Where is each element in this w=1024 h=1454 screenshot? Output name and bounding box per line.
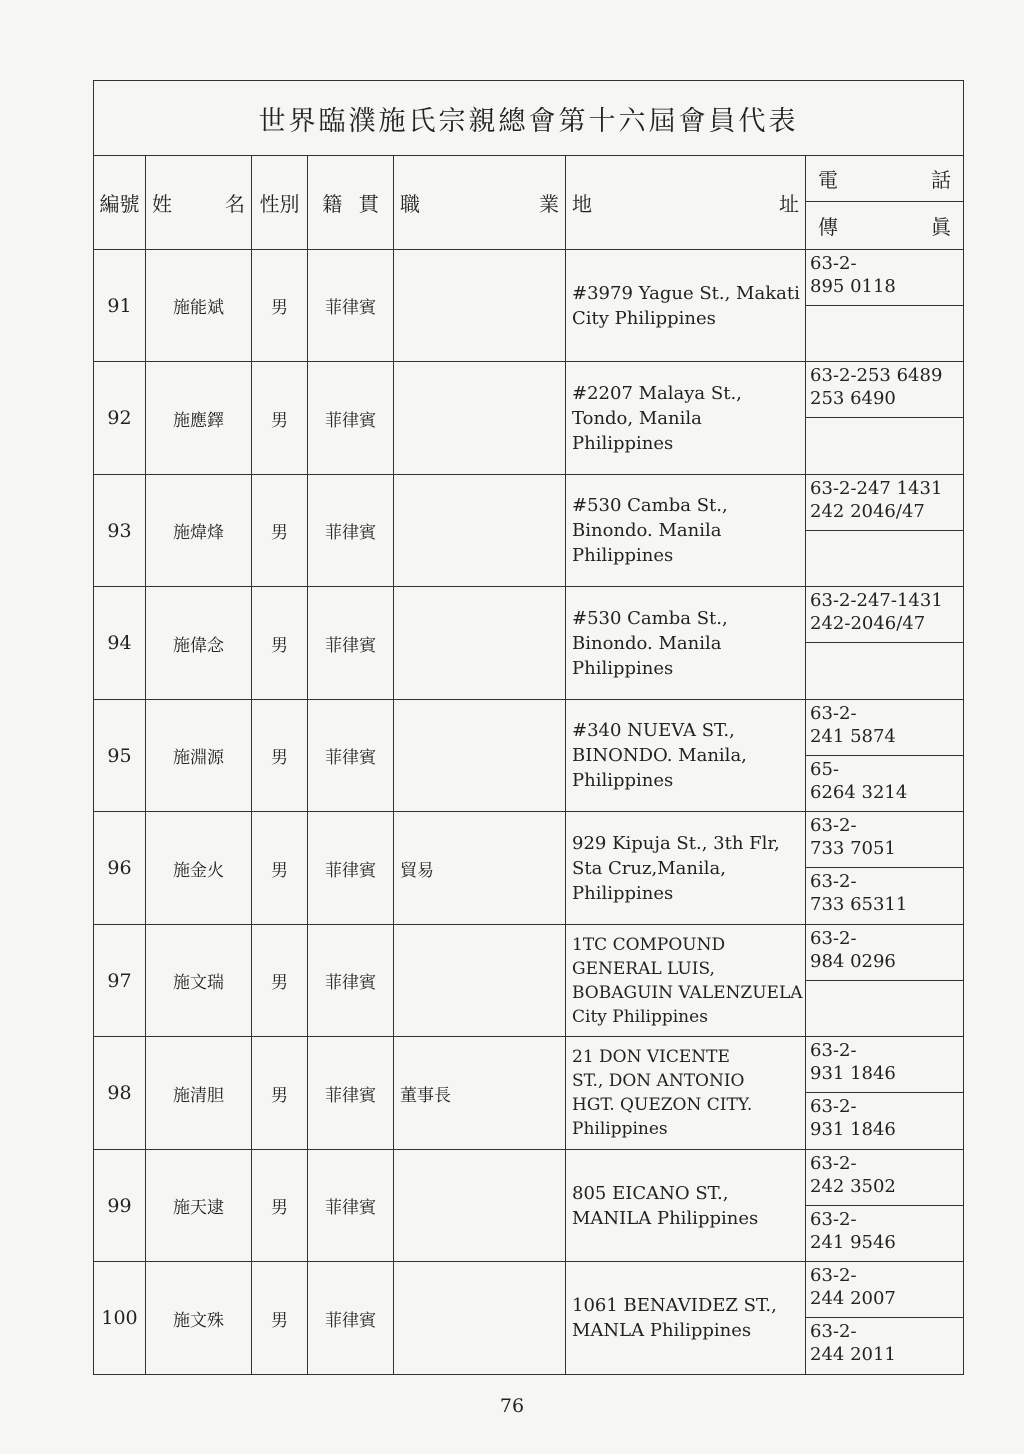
table-row (94, 475, 964, 531)
member-address: #2207 Malaya St., Tondo, Manila Philippines (566, 362, 806, 475)
member-native-place: 菲律賓 (308, 1262, 394, 1375)
member-number: 94 (94, 587, 146, 700)
header-number: 編號 (94, 156, 146, 250)
member-native-place: 菲律賓 (308, 1037, 394, 1150)
member-native-place: 菲律賓 (308, 250, 394, 362)
member-fax (806, 981, 964, 1037)
header-occupation: 職 業 (394, 156, 566, 250)
member-gender: 男 (252, 362, 308, 475)
member-gender: 男 (252, 812, 308, 925)
header-native-place: 籍 貫 (308, 156, 394, 250)
member-fax (806, 418, 964, 475)
member-occupation (394, 925, 566, 1037)
table-row (94, 812, 964, 868)
table-row (94, 587, 964, 643)
table-row (94, 925, 964, 981)
member-name: 施文瑞 (146, 925, 252, 1037)
member-native-place: 菲律賓 (308, 925, 394, 1037)
header-name: 姓 名 (146, 156, 252, 250)
member-number: 97 (94, 925, 146, 1037)
member-phone: 63-2-247-1431 242-2046/47 (806, 587, 964, 643)
member-fax (806, 643, 964, 700)
member-address: 929 Kipuja St., 3th Flr, Sta Cruz,Manila, Philippines (566, 812, 806, 925)
member-occupation (394, 587, 566, 700)
member-address: #530 Camba St., Binondo. Manila Philippines (566, 475, 806, 587)
member-address: #530 Camba St., Binondo. Manila Philippines (566, 587, 806, 700)
member-gender: 男 (252, 475, 308, 587)
member-number: 99 (94, 1150, 146, 1262)
member-address: 21 DON VICENTE ST., DON ANTONIO HGT. QUEZON CITY. Philippines (566, 1037, 806, 1150)
member-name: 施煒烽 (146, 475, 252, 587)
member-phone: 63-2-247 1431 242 2046/47 (806, 475, 964, 531)
member-occupation (394, 250, 566, 362)
table-row (94, 1037, 964, 1093)
table-row (94, 250, 964, 306)
member-address: 1TC COMPOUND GENERAL LUIS, BOBAGUIN VALENZUELA City Philippines (566, 925, 806, 1037)
member-name: 施金火 (146, 812, 252, 925)
member-gender: 男 (252, 925, 308, 1037)
member-name: 施能斌 (146, 250, 252, 362)
member-phone: 63-2- 984 0296 (806, 925, 964, 981)
member-fax: 63-2- 244 2011 (806, 1318, 964, 1375)
member-phone: 63-2- 895 0118 (806, 250, 964, 306)
member-fax: 65- 6264 3214 (806, 756, 964, 812)
header-phone: 電 話 (806, 156, 964, 202)
member-occupation: 董事長 (394, 1037, 566, 1150)
member-phone: 63-2-253 6489 253 6490 (806, 362, 964, 418)
member-gender: 男 (252, 1262, 308, 1375)
member-occupation (394, 700, 566, 812)
table-row (94, 700, 964, 756)
member-gender: 男 (252, 1150, 308, 1262)
member-native-place: 菲律賓 (308, 1150, 394, 1262)
member-number: 93 (94, 475, 146, 587)
member-native-place: 菲律賓 (308, 587, 394, 700)
member-address: #340 NUEVA ST., BINONDO. Manila, Philippines (566, 700, 806, 812)
member-address: #3979 Yague St., Makati City Philippines (566, 250, 806, 362)
table-row (94, 362, 964, 418)
member-number: 98 (94, 1037, 146, 1150)
member-name: 施應鐸 (146, 362, 252, 475)
member-fax (806, 531, 964, 587)
header-gender: 性別 (252, 156, 308, 250)
table-row (94, 1262, 964, 1318)
member-fax: 63-2- 733 65311 (806, 868, 964, 925)
member-name: 施清胆 (146, 1037, 252, 1150)
member-fax: 63-2- 241 9546 (806, 1206, 964, 1262)
member-gender: 男 (252, 587, 308, 700)
member-fax: 63-2- 931 1846 (806, 1093, 964, 1150)
member-phone: 63-2- 733 7051 (806, 812, 964, 868)
member-occupation (394, 1262, 566, 1375)
member-native-place: 菲律賓 (308, 362, 394, 475)
page-number: 76 (499, 1395, 525, 1417)
member-phone: 63-2- 931 1846 (806, 1037, 964, 1093)
member-address: 1061 BENAVIDEZ ST., MANLA Philippines (566, 1262, 806, 1375)
member-phone: 63-2- 244 2007 (806, 1262, 964, 1318)
member-name: 施天逮 (146, 1150, 252, 1262)
member-number: 91 (94, 250, 146, 362)
member-occupation (394, 1150, 566, 1262)
member-occupation (394, 362, 566, 475)
member-native-place: 菲律賓 (308, 812, 394, 925)
header-fax: 傳 眞 (806, 202, 964, 250)
member-phone: 63-2- 242 3502 (806, 1150, 964, 1206)
member-fax (806, 306, 964, 362)
member-number: 95 (94, 700, 146, 812)
member-table (93, 80, 964, 1375)
member-native-place: 菲律賓 (308, 700, 394, 812)
member-phone: 63-2- 241 5874 (806, 700, 964, 756)
member-gender: 男 (252, 700, 308, 812)
document-title: 世界臨濮施氏宗親總會第十六屆會員代表 (94, 81, 964, 156)
member-gender: 男 (252, 1037, 308, 1150)
member-occupation (394, 475, 566, 587)
table-row (94, 1150, 964, 1206)
member-address: 805 EICANO ST., MANILA Philippines (566, 1150, 806, 1262)
member-number: 100 (94, 1262, 146, 1375)
member-gender: 男 (252, 250, 308, 362)
header-address: 地 址 (566, 156, 806, 250)
member-name: 施淵源 (146, 700, 252, 812)
member-occupation: 貿易 (394, 812, 566, 925)
member-name: 施文殊 (146, 1262, 252, 1375)
member-native-place: 菲律賓 (308, 475, 394, 587)
member-number: 96 (94, 812, 146, 925)
member-number: 92 (94, 362, 146, 475)
member-name: 施偉念 (146, 587, 252, 700)
